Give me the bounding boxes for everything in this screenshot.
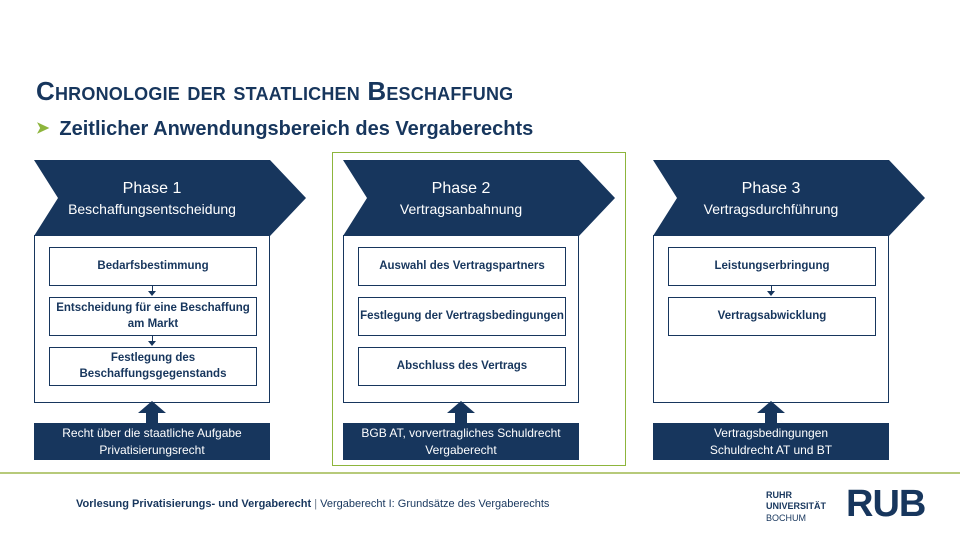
subtitle-text: Zeitlicher Anwendungsbereich des Vergaberechts — [59, 118, 534, 140]
phase-1-law-line-1: Recht über die staatliche Aufgabe — [62, 425, 242, 440]
logo-line-3: BOCHUM — [766, 512, 806, 523]
footer-separator: | — [314, 498, 318, 510]
phase-2-chevron — [343, 160, 615, 236]
phase-3-label: Phase 3 — [741, 180, 801, 197]
up-arrow-icon — [138, 401, 166, 423]
phase-1-chevron — [34, 160, 306, 236]
phase-3-law-line-1: Vertragsbedingungen — [713, 425, 829, 440]
logo-line-2: UNIVERSITÄT — [766, 501, 827, 512]
phase-1-law-line-2: Privatisierungsrecht — [99, 442, 205, 457]
phase-1-panel — [34, 235, 270, 403]
phase-2-step-2: Festlegung der Vertragsbedingungen — [358, 297, 566, 336]
phase-2-name: Vertragsanbahnung — [399, 201, 523, 217]
phase-3-panel — [653, 235, 889, 403]
phase-2-law-line-1: BGB AT, vorvertragliches Schuldrecht — [361, 425, 561, 440]
page-title: Chronologie der staatlichen Beschaffung — [36, 76, 514, 106]
logo-line-1: RUHR — [766, 490, 792, 500]
phase-1-step-1: Bedarfsbestimmung — [49, 247, 257, 286]
phase-2-step-1: Auswahl des Vertragspartners — [358, 247, 566, 286]
phase-2-step-3: Abschluss des Vertrags — [358, 347, 566, 386]
university-logo-text — [766, 490, 826, 524]
up-arrow-icon — [447, 401, 475, 423]
phase-2-label: Phase 2 — [431, 180, 491, 197]
phase-1-label: Phase 1 — [122, 180, 182, 197]
phase-2-panel — [343, 235, 579, 403]
phase-3-law-line-2: Schuldrecht AT und BT — [709, 442, 833, 457]
arrow-bullet-icon: ➤ — [36, 120, 50, 137]
phase-3-name: Vertragsdurchführung — [703, 201, 839, 217]
footer-text — [76, 498, 549, 510]
phase-3-step-2: Vertragsabwicklung — [668, 297, 876, 336]
page-subtitle — [36, 118, 533, 141]
rub-logo: RUB — [846, 483, 926, 525]
phase-1-law-box — [34, 423, 270, 460]
footer-divider — [0, 472, 960, 474]
phase-1-step-3: Festlegung des Beschaffungsgegenstands — [49, 347, 257, 386]
phase-3-step-1: Leistungserbringung — [668, 247, 876, 286]
up-arrow-icon — [757, 401, 785, 423]
phase-1-name: Beschaffungsentscheidung — [68, 201, 236, 217]
phase-2-law-box — [343, 423, 579, 460]
footer-course: Vorlesung Privatisierungs- und Vergaberecht — [76, 498, 312, 510]
phase-3-chevron — [653, 160, 925, 236]
phase-1-step-2: Entscheidung für eine Beschaffung am Markt — [49, 297, 257, 336]
phase-3-law-box — [653, 423, 889, 460]
footer-topic: Vergaberecht I: Grundsätze des Vergaberechts — [320, 498, 550, 510]
phase-2-law-line-2: Vergaberecht — [425, 442, 497, 457]
